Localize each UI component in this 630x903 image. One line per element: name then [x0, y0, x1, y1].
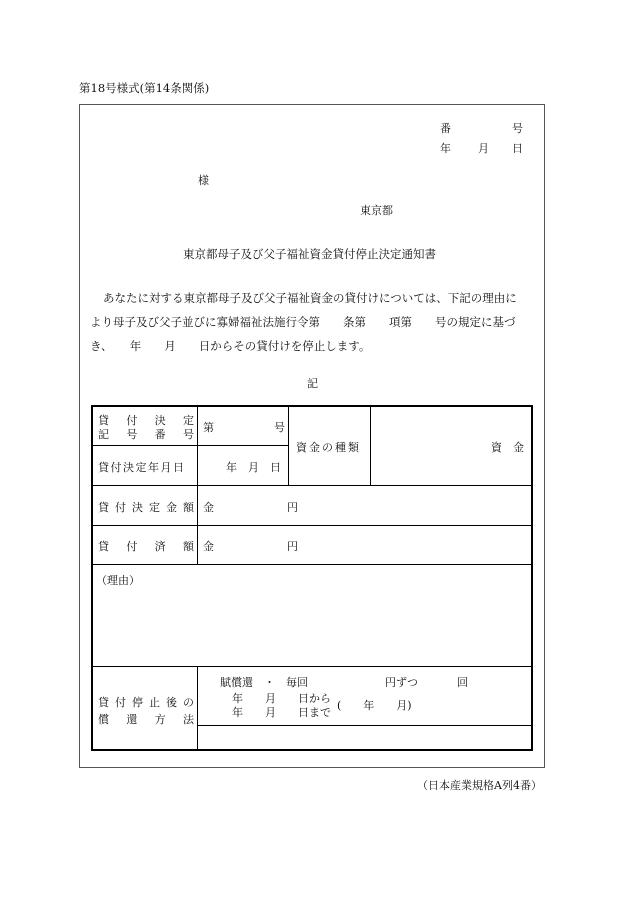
amount-prefix: 金 — [203, 501, 214, 514]
decision-date-value: 年 月 日 — [226, 461, 281, 474]
repay-from: 年 月 日から — [232, 692, 331, 705]
repay-label-2: 償 還 方 法 — [98, 713, 194, 726]
decision-date-label: 貸付決定年月日 — [98, 461, 186, 474]
repay-line1-b: 円ずつ — [385, 676, 418, 689]
document-title: 東京都母子及び父子福祉資金貸付停止決定通知書 — [183, 247, 436, 261]
decision-amount-label: 貸 付 決 定 金 額 — [98, 501, 194, 514]
details-table — [91, 405, 533, 751]
decision-no-label-2: 記 号 番 号 — [98, 428, 194, 441]
ki-label: 記 — [307, 377, 318, 390]
decision-no-label-1: 貸 付 決 定 — [98, 414, 194, 427]
repay-label-1: 貸 付 停 止 後 の — [98, 696, 194, 709]
fund-suffix: 資 金 — [491, 441, 524, 454]
number-label: 番 — [440, 122, 451, 135]
reason-label: （理由） — [96, 574, 140, 587]
footer-note: （日本産業規格A列4番） — [417, 779, 542, 792]
amount-suffix: 円 — [287, 501, 298, 514]
repay-to: 年 月 日まで — [232, 706, 331, 719]
body-line-3: き、 年 月 日からその貸付けを停止します。 — [90, 339, 371, 353]
fund-type-label: 資金の種類 — [296, 441, 361, 454]
no-suffix: 号 — [274, 421, 285, 434]
body-line-1: あなたに対する東京都母子及び父子福祉資金の貸付けについては、下記の理由に — [103, 291, 517, 305]
body-paragraph — [90, 286, 540, 358]
form-id: 第18号様式(第14条関係) — [79, 81, 210, 95]
paid-suffix: 円 — [287, 540, 298, 553]
addressee-suffix: 様 — [198, 174, 209, 187]
date-year: 年 — [440, 142, 451, 155]
repay-paren: ( 年 月) — [337, 699, 412, 712]
paid-prefix: 金 — [203, 540, 214, 553]
date-month: 月 — [478, 142, 489, 155]
body-line-2: より母子及び父子並びに寡婦福祉法施行令第 条第 項第 号の規定に基づ — [90, 315, 516, 329]
number-suffix: 号 — [512, 122, 523, 135]
repay-line1-c: 回 — [457, 676, 468, 689]
repay-line1-a: 賦償還 ・ 毎回 — [220, 676, 308, 689]
issuer: 東京都 — [360, 204, 393, 217]
no-prefix: 第 — [203, 421, 214, 434]
date-day: 日 — [512, 142, 523, 155]
paid-label: 貸 付 済 額 — [98, 540, 194, 553]
